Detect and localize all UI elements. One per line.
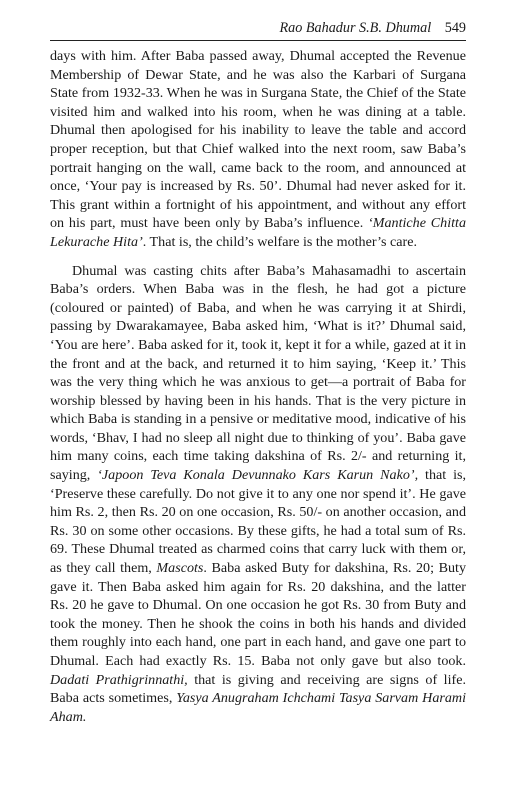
paragraph-2-segment: Dhumal was casting chits after Baba’s Mahasamadhi to ascertain Baba’s orders. When Baba was in the flesh, he had got a picture (coloured or painted) of Baba, and when he was carrying it at Shirdi, passing by Dwarakamayee, Baba asked him, ‘What is it?’ Dhumal said, ‘You are here’. Baba asked for it, took it, kept it for a while, gazed at it in the front and at the back, and returned it to him saying, ‘Keep it.’ This was the very thing which he was anxious to get—a portrait of Baba for worship blessed by having been in his hands. That is the very picture in which Baba is standing in a pensive or meditative mood, indicative of his words, ‘Bhav, I had no sleep all night due to thinking of you’. Baba gave him many coins, each time taking dakshina of Rs. 2/- and returning it, saying,: [50, 262, 466, 484]
paragraph-2-italic-phrase: Dadati Prathigrinnathi,: [50, 671, 188, 688]
paragraph-2: [50, 262, 466, 727]
paragraph-1-segment: . That is, the child’s welfare is the mother’s care.: [142, 233, 417, 250]
paragraph-2-segment: that is giving and receiving are signs of life. Baba acts sometimes,: [50, 671, 466, 707]
running-title: Rao Bahadur S.B. Dhumal: [279, 20, 432, 36]
running-header: [50, 18, 466, 41]
paragraph-2-italic-phrase: ‘Japoon Teva Konala Devunnako Kars Karun Nako’,: [97, 467, 419, 484]
paragraph-2-segment: . Baba asked Buty for dakshina, Rs. 20; Buty gave it. Then Baba asked him again for Rs. 20 dakshina, and the latter Rs. 20 he gave to Dhumal. On one occasion he got Rs. 30 from Buty and took the money. Then he shook the coins in both his hands and divided them roughly into each hand, one part in each hand, and gave one part to Dhumal. Each had exactly Rs. 15. Baba not only gave but also took.: [50, 560, 466, 669]
paragraph-2-italic-phrase: Yasya Anugraham Ichchami Tasya Sarvam Harami Aham.: [50, 690, 466, 725]
paragraph-2-segment: that is, ‘Preserve these carefully. Do not give it to any one nor spend it’. He gave him Rs. 2, then Rs. 20 on one occasion, Rs. 50/- on another occasion, and Rs. 30 on some other occasions. By these gifts, he had a total sum of Rs. 69. These Dhumal treated as charmed coins that carry luck with them or, as they call them,: [50, 467, 466, 577]
paragraph-1-italic-phrase: ‘Mantiche Chitta Lekurache Hita’: [50, 215, 467, 250]
page-body: [50, 47, 466, 726]
page-number: 549: [444, 20, 466, 36]
paragraph-2-italic-word: Mascots: [156, 560, 204, 577]
paragraph-1-segment: days with him. After Baba passed away, Dhumal accepted the Revenue Membership of Dewar State, and he was also the Karbari of Surgana State from 1932-33. When he was in Surgana State, the Chief of the State visited him and walked into his room, when he was dining at a table. Dhumal then apologised for his inability to leave the table and accord proper reception, but that Chief walked into the next room, saw Baba’s portrait hanging on the wall, came back to the room, and announced at once, ‘Your pay is increased by Rs. 50’. Dhumal had never asked for it. This grant within a fortnight of his appointment, and without any effort on his part, must have been only by Baba’s influence.: [50, 48, 466, 232]
paragraph-1: [50, 47, 466, 252]
